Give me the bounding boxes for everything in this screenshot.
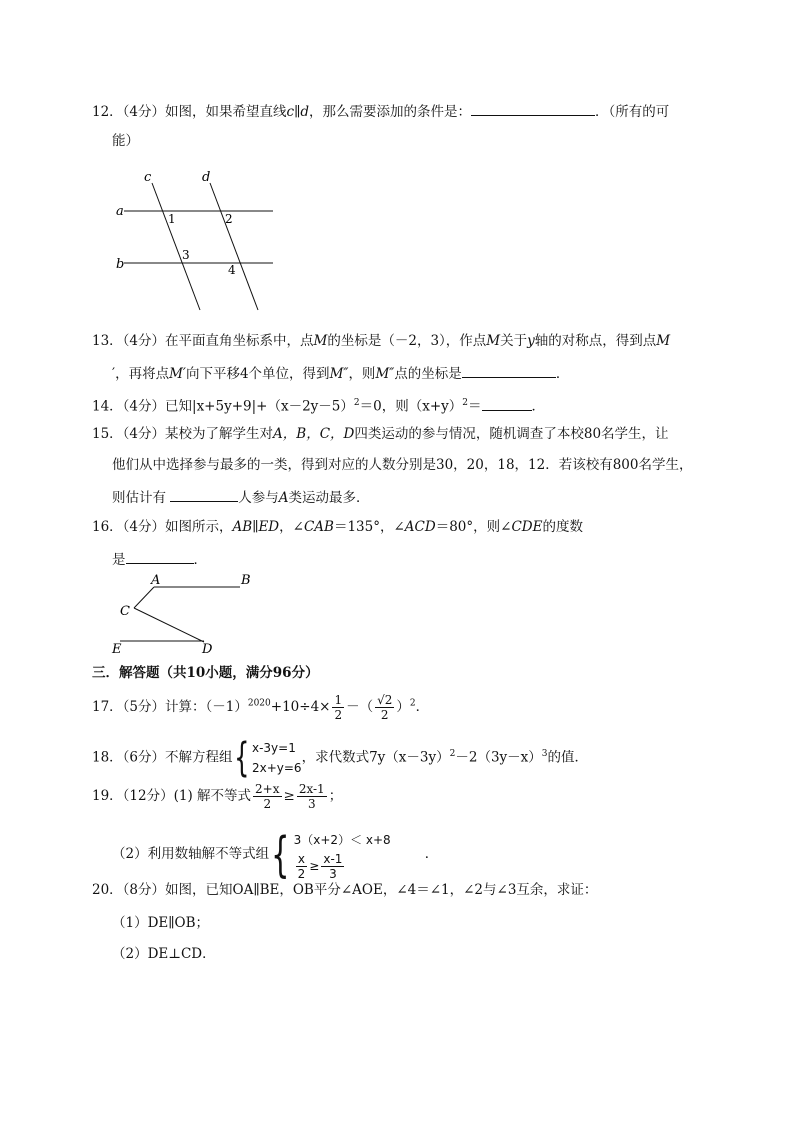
q12-line1: 12．（4分）如图，如果希望直线c∥d，那么需要添加的条件是： ．（所有的可 — [92, 101, 669, 121]
q18-equation-system: { x-3y=1 2x+y=6 — [233, 735, 302, 781]
fig-label-E: E — [112, 642, 122, 656]
q17-line: 17．（5分）计算：$(-1)^{2020}+10\div 4\times$ $\frac{1}{2}$ －（ $\frac{√2}{2}$ ）$^2$． — [92, 693, 430, 722]
section-3-heading: 三．解答题（共10小题，满分96分） — [92, 665, 319, 681]
q15-answer-blank[interactable] — [170, 487, 238, 502]
q18-line: 18．（6分）不解方程组 { x-3y=1 2x+y=6 ，求代数式$7y(x-3y)^2-2(3y-x)^3$的值． — [92, 735, 589, 781]
fig-label-c: c — [144, 170, 152, 185]
q14-answer-blank[interactable] — [482, 396, 532, 411]
q16-figure — [108, 570, 258, 656]
q14-line: 14．（4分）已知$|x+5y+9|+(x-2y-5)^2=0$，则$(x+y)^2=$ ． — [92, 394, 545, 416]
q19-line2: （2）利用数轴解不等式组 { 3（x+2）＜ x+8 $\frac{x}{2}$ ≥ $\frac{x-1}{3}$ ． — [112, 826, 439, 883]
q16-line2: 是 ． — [112, 549, 207, 569]
q17-fraction: $\frac{1}{2}$ — [334, 693, 343, 722]
fig-label-B: B — [241, 573, 251, 588]
q15-line2: 他们从中选择参与最多的一类，得到对应的人数分别是30，20，18，12．若该校有800名学生， — [112, 457, 693, 473]
q16-line1: 16．（4分）如图所示，AB∥ED，∠CAB＝135°，∠ACD＝80°，则∠CDE的度数 — [92, 519, 583, 535]
q19-line1: 19．（12分）(1) 解不等式 $\frac{2+x}{2}$ ≥ $\frac{2x-1}{3}$ ； — [92, 782, 343, 811]
q20-line: 20．（8分）如图，已知OA∥BE，OB平分∠AOE，∠4＝∠1，∠2与∠3互余，求证： — [92, 882, 598, 898]
fig-label-b: b — [116, 257, 125, 272]
q13-line1: 13．（4分）在平面直角坐标系中，点M的坐标是（－2，3），作点M关于y轴的对称点，得到点M — [92, 333, 671, 349]
q15-line3: 则估计有 人参与A类运动最多． — [112, 487, 370, 507]
q20-part2: （2）DE⊥CD． — [112, 946, 216, 962]
fig-angle-1: 1 — [168, 212, 176, 226]
q19-inequality-system: { 3（x+2）＜ x+8 $\frac{x}{2}$ ≥ $\frac{x-1}{3}$ — [271, 826, 391, 883]
fig-label-A: A — [151, 573, 161, 588]
q15-line1: 15．（4分）某校为了解学生对A，B，C，D四类运动的参与情况，随机调查了本校80名学生，让 — [92, 426, 669, 442]
q13-line2: ′，再将点M′向下平移4个单位，得到M″，则M″点的坐标是 ． — [112, 363, 569, 383]
q12-line2: 能） — [112, 133, 139, 149]
q19-left-fraction: $\frac{2+x}{2}$ — [255, 782, 280, 811]
q12-figure — [110, 165, 285, 315]
q20-part1: （1）DE∥OB； — [112, 915, 209, 931]
fig-label-D: D — [202, 642, 213, 656]
fig-label-d: d — [202, 170, 211, 185]
fig-angle-3: 3 — [182, 248, 190, 262]
fig-angle-4: 4 — [228, 263, 236, 277]
fig-label-a: a — [116, 204, 124, 219]
q12-answer-blank[interactable] — [471, 101, 595, 116]
q16-answer-blank[interactable] — [126, 549, 194, 564]
fig-angle-2: 2 — [225, 212, 233, 226]
q19-right-fraction: $\frac{2x-1}{3}$ — [298, 782, 325, 811]
q17-sqrt-fraction: $\frac{√2}{2}$ — [377, 693, 393, 722]
q13-answer-blank[interactable] — [462, 363, 556, 378]
fig-label-C: C — [120, 604, 130, 619]
